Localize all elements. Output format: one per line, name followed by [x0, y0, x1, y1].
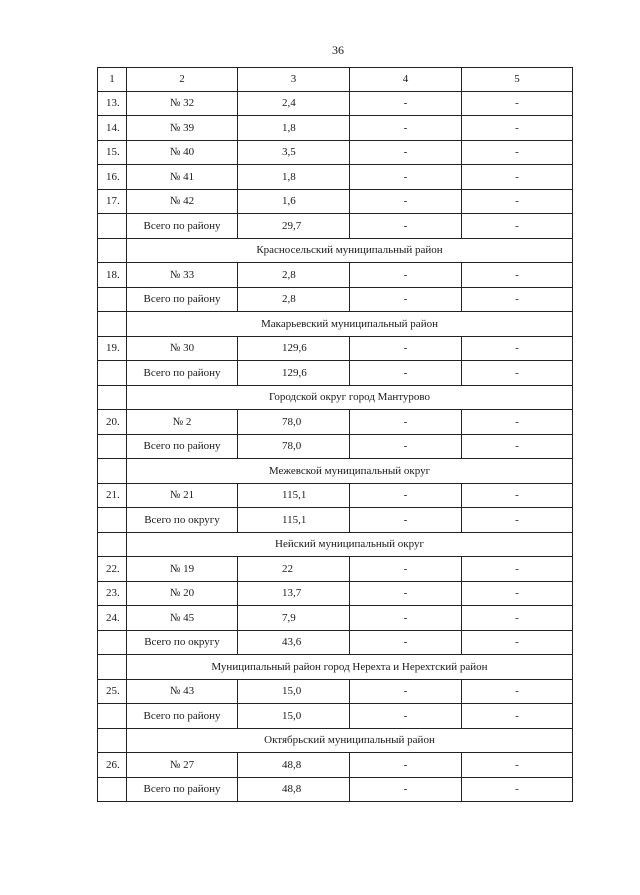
section-row	[98, 238, 573, 263]
section-title: Макарьевский муниципальный район	[127, 312, 573, 337]
item-cell: № 2	[127, 410, 238, 435]
column-5-cell: -	[462, 508, 573, 533]
row-number-cell	[98, 630, 127, 655]
column-4-cell: -	[350, 361, 462, 386]
section-row	[98, 312, 573, 337]
row-number-cell	[98, 361, 127, 386]
section-row	[98, 459, 573, 484]
table-row	[98, 606, 573, 631]
row-number-cell	[98, 312, 127, 337]
item-cell: № 40	[127, 140, 238, 165]
column-5-cell: -	[462, 189, 573, 214]
column-5-cell: -	[462, 214, 573, 239]
column-5-cell: -	[462, 434, 573, 459]
table-row	[98, 287, 573, 312]
section-title: Межевской муниципальный округ	[127, 459, 573, 484]
item-cell: Всего по району	[127, 434, 238, 459]
column-4-cell: -	[350, 606, 462, 631]
item-cell: Всего по району	[127, 361, 238, 386]
page-number: 36	[332, 43, 344, 57]
row-number-cell: 16.	[98, 165, 127, 190]
value-cell: 1,6	[238, 189, 350, 214]
table-row	[98, 165, 573, 190]
column-4-cell: -	[350, 581, 462, 606]
row-number-cell: 13.	[98, 91, 127, 116]
column-5-cell: -	[462, 287, 573, 312]
column-4-cell: -	[350, 91, 462, 116]
column-4-cell: -	[350, 630, 462, 655]
column-header: 1	[98, 68, 127, 92]
table-row	[98, 508, 573, 533]
section-title: Октябрьский муниципальный район	[127, 728, 573, 753]
table-row	[98, 679, 573, 704]
column-header: 4	[350, 68, 462, 92]
row-number-cell	[98, 385, 127, 410]
section-title: Нейский муниципальный округ	[127, 532, 573, 557]
section-title: Муниципальный район город Нерехта и Нерехтский район	[127, 655, 573, 680]
column-5-cell: -	[462, 606, 573, 631]
value-cell: 2,8	[238, 287, 350, 312]
item-cell: № 20	[127, 581, 238, 606]
section-title: Городской округ город Мантурово	[127, 385, 573, 410]
column-4-cell: -	[350, 165, 462, 190]
table-row	[98, 410, 573, 435]
item-cell: № 39	[127, 116, 238, 141]
column-4-cell: -	[350, 189, 462, 214]
column-4-cell: -	[350, 214, 462, 239]
value-cell: 78,0	[238, 434, 350, 459]
item-cell: Всего по району	[127, 287, 238, 312]
table-row	[98, 263, 573, 288]
table-row	[98, 189, 573, 214]
value-cell: 48,8	[238, 777, 350, 802]
row-number-cell: 26.	[98, 753, 127, 778]
item-cell: № 27	[127, 753, 238, 778]
row-number-cell	[98, 532, 127, 557]
row-number-cell	[98, 728, 127, 753]
value-cell: 29,7	[238, 214, 350, 239]
value-cell: 129,6	[238, 336, 350, 361]
value-cell: 15,0	[238, 679, 350, 704]
column-4-cell: -	[350, 336, 462, 361]
column-5-cell: -	[462, 753, 573, 778]
row-number-cell: 21.	[98, 483, 127, 508]
row-number-cell	[98, 238, 127, 263]
row-number-cell	[98, 704, 127, 729]
row-number-cell: 24.	[98, 606, 127, 631]
column-header: 5	[462, 68, 573, 92]
table-header	[98, 68, 573, 92]
table-row	[98, 581, 573, 606]
value-cell: 115,1	[238, 483, 350, 508]
table-row	[98, 753, 573, 778]
section-row	[98, 532, 573, 557]
column-4-cell: -	[350, 777, 462, 802]
table-row	[98, 214, 573, 239]
table-row	[98, 91, 573, 116]
column-4-cell: -	[350, 140, 462, 165]
row-number-cell	[98, 508, 127, 533]
value-cell: 129,6	[238, 361, 350, 386]
row-number-cell: 15.	[98, 140, 127, 165]
column-5-cell: -	[462, 165, 573, 190]
row-number-cell: 14.	[98, 116, 127, 141]
item-cell: № 43	[127, 679, 238, 704]
item-cell: № 33	[127, 263, 238, 288]
column-4-cell: -	[350, 116, 462, 141]
section-row	[98, 655, 573, 680]
column-4-cell: -	[350, 483, 462, 508]
column-4-cell: -	[350, 410, 462, 435]
row-number-cell: 19.	[98, 336, 127, 361]
table-row	[98, 483, 573, 508]
row-number-cell: 22.	[98, 557, 127, 582]
row-number-cell: 23.	[98, 581, 127, 606]
item-cell: Всего по округу	[127, 508, 238, 533]
column-4-cell: -	[350, 508, 462, 533]
table-row	[98, 116, 573, 141]
table-row	[98, 336, 573, 361]
item-cell: № 30	[127, 336, 238, 361]
column-4-cell: -	[350, 557, 462, 582]
column-4-cell: -	[350, 434, 462, 459]
item-cell: № 19	[127, 557, 238, 582]
table-row	[98, 140, 573, 165]
table-row	[98, 630, 573, 655]
item-cell: Всего по округу	[127, 630, 238, 655]
value-cell: 7,9	[238, 606, 350, 631]
column-5-cell: -	[462, 777, 573, 802]
column-5-cell: -	[462, 679, 573, 704]
column-5-cell: -	[462, 263, 573, 288]
section-row	[98, 385, 573, 410]
value-cell: 1,8	[238, 116, 350, 141]
item-cell: № 42	[127, 189, 238, 214]
row-number-cell	[98, 287, 127, 312]
column-5-cell: -	[462, 704, 573, 729]
column-5-cell: -	[462, 483, 573, 508]
value-cell: 13,7	[238, 581, 350, 606]
item-cell: Всего по району	[127, 214, 238, 239]
item-cell: Всего по району	[127, 704, 238, 729]
value-cell: 15,0	[238, 704, 350, 729]
row-number-cell: 20.	[98, 410, 127, 435]
value-cell: 115,1	[238, 508, 350, 533]
header-row	[98, 68, 573, 92]
column-5-cell: -	[462, 140, 573, 165]
column-5-cell: -	[462, 361, 573, 386]
table-row	[98, 777, 573, 802]
column-5-cell: -	[462, 336, 573, 361]
section-title: Красносельский муниципальный район	[127, 238, 573, 263]
value-cell: 78,0	[238, 410, 350, 435]
item-cell: № 45	[127, 606, 238, 631]
section-row	[98, 728, 573, 753]
column-4-cell: -	[350, 263, 462, 288]
value-cell: 22	[238, 557, 350, 582]
table-row	[98, 361, 573, 386]
column-header: 2	[127, 68, 238, 92]
column-5-cell: -	[462, 410, 573, 435]
row-number-cell	[98, 214, 127, 239]
value-cell: 3,5	[238, 140, 350, 165]
row-number-cell	[98, 655, 127, 680]
column-5-cell: -	[462, 116, 573, 141]
table-body	[98, 91, 573, 802]
column-5-cell: -	[462, 557, 573, 582]
table-row	[98, 704, 573, 729]
item-cell: № 32	[127, 91, 238, 116]
table-row	[98, 557, 573, 582]
row-number-cell: 25.	[98, 679, 127, 704]
row-number-cell	[98, 777, 127, 802]
item-cell: Всего по району	[127, 777, 238, 802]
column-5-cell: -	[462, 581, 573, 606]
column-5-cell: -	[462, 91, 573, 116]
column-5-cell: -	[462, 630, 573, 655]
item-cell: № 21	[127, 483, 238, 508]
value-cell: 2,4	[238, 91, 350, 116]
row-number-cell: 18.	[98, 263, 127, 288]
value-cell: 48,8	[238, 753, 350, 778]
column-header: 3	[238, 68, 350, 92]
column-4-cell: -	[350, 287, 462, 312]
column-4-cell: -	[350, 704, 462, 729]
row-number-cell	[98, 459, 127, 484]
row-number-cell: 17.	[98, 189, 127, 214]
table-row	[98, 434, 573, 459]
data-table	[97, 67, 573, 802]
column-4-cell: -	[350, 679, 462, 704]
value-cell: 43,6	[238, 630, 350, 655]
item-cell: № 41	[127, 165, 238, 190]
column-4-cell: -	[350, 753, 462, 778]
value-cell: 2,8	[238, 263, 350, 288]
value-cell: 1,8	[238, 165, 350, 190]
row-number-cell	[98, 434, 127, 459]
